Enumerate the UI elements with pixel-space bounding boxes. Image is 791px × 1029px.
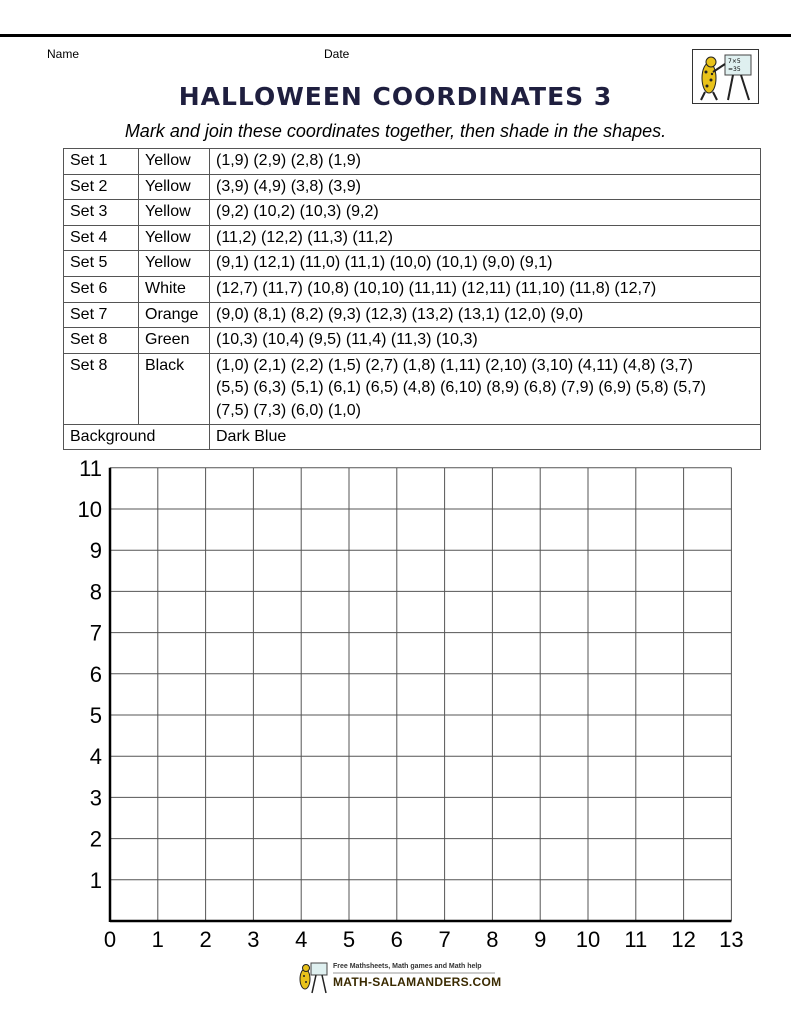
set-label: Set 2 [64, 174, 139, 200]
background-label: Background [64, 424, 210, 450]
y-tick-label: 3 [89, 785, 102, 811]
footer-logo [296, 961, 330, 1000]
x-tick-label: 9 [534, 927, 547, 952]
x-tick-label: 0 [103, 927, 117, 952]
y-tick-label: 5 [89, 703, 102, 728]
set-label: Set 7 [64, 302, 139, 328]
coordinate-line: (9,1) (12,1) (11,0) (11,1) (10,0) (10,1) (9,0) (9,1) [216, 254, 553, 272]
x-tick-label: 2 [199, 927, 212, 952]
salamander-footer-icon [296, 961, 330, 995]
x-tick-label: 10 [575, 927, 601, 952]
set-color: Yellow [139, 225, 210, 251]
y-tick-label: 2 [89, 826, 102, 852]
x-tick-label: 5 [342, 927, 356, 952]
coordinate-line: (5,5) (6,3) (5,1) (6,1) (6,5) (4,8) (6,10) (8,9) (6,8) (7,9) (6,9) (5,8) (5,7) [216, 379, 706, 397]
footer-tagline: Free Mathsheets, Math games and Math help [333, 963, 482, 970]
x-tick-label: 11 [624, 927, 648, 952]
x-tick-label: 7 [438, 927, 451, 952]
set-label: Set 4 [64, 225, 139, 251]
x-tick-label: 3 [247, 927, 260, 952]
x-tick-label: 12 [671, 927, 696, 952]
coordinate-line: (1,0) (2,1) (2,2) (1,5) (2,7) (1,8) (1,11) (2,10) (3,10) (4,11) (4,8) (3,7) [216, 356, 693, 374]
coordinate-line: (3,9) (4,9) (3,8) (3,9) [216, 177, 361, 195]
svg-text:7×5: 7×5 [728, 58, 741, 65]
y-tick-label: 7 [89, 620, 102, 646]
set-color: Yellow [139, 251, 210, 277]
coordinate-line: (9,0) (8,1) (8,2) (9,3) (12,3) (13,2) (13,1) (12,0) (9,0) [216, 305, 584, 323]
x-tick-label: 1 [151, 927, 164, 952]
y-tick-label: 11 [79, 455, 102, 481]
coordinate-line: (1,9) (2,9) (2,8) (1,9) [216, 152, 361, 169]
set-label: Set 8 [64, 328, 139, 354]
background-value: Dark Blue [210, 424, 761, 450]
date-label: Date [324, 47, 350, 61]
set-color: Green [139, 328, 210, 354]
set-color: Orange [139, 302, 210, 328]
x-tick-label: 8 [486, 927, 499, 952]
set-color: Yellow [139, 149, 210, 175]
set-label: Set 5 [64, 251, 139, 277]
set-color: White [139, 276, 210, 302]
coordinate-line: (9,2) (10,2) (10,3) (9,2) [216, 203, 379, 221]
instructions: Mark and join these coordinates together, then shade in the shapes. [124, 121, 667, 141]
coordinate-line: (7,5) (7,3) (6,0) (1,0) [216, 401, 361, 419]
set-label: Set 6 [64, 276, 139, 302]
set-label: Set 3 [64, 200, 139, 226]
coordinate-line: (11,2) (12,2) (11,3) (11,2) [216, 228, 393, 246]
svg-text:=35: =35 [728, 66, 741, 73]
footer-site: MATH-SALAMANDERS.COM [333, 975, 502, 989]
set-label: Set 8 [64, 353, 139, 424]
y-tick-label: 4 [89, 744, 102, 770]
y-tick-label: 6 [89, 661, 102, 687]
set-color: Yellow [139, 200, 210, 226]
set-label: Set 1 [64, 149, 139, 175]
x-tick-label: 4 [295, 927, 308, 952]
coordinate-line: (12,7) (11,7) (10,8) (10,10) (11,11) (12,11) (11,10) (11,8) (12,7) [216, 279, 657, 297]
x-tick-label: 13 [719, 927, 744, 952]
y-tick-label: 8 [89, 579, 102, 605]
set-color: Black [139, 353, 210, 424]
set-color: Yellow [139, 174, 210, 200]
name-label: Name [47, 47, 80, 61]
y-tick-label: 1 [89, 867, 102, 893]
y-tick-label: 10 [77, 497, 102, 522]
y-tick-label: 9 [89, 538, 102, 564]
coordinate-line: (10,3) (10,4) (9,5) (11,4) (11,3) (10,3) [216, 331, 478, 349]
x-tick-label: 6 [390, 927, 403, 952]
page-title: HALLOWEEN COORDINATES 3 [178, 82, 613, 111]
